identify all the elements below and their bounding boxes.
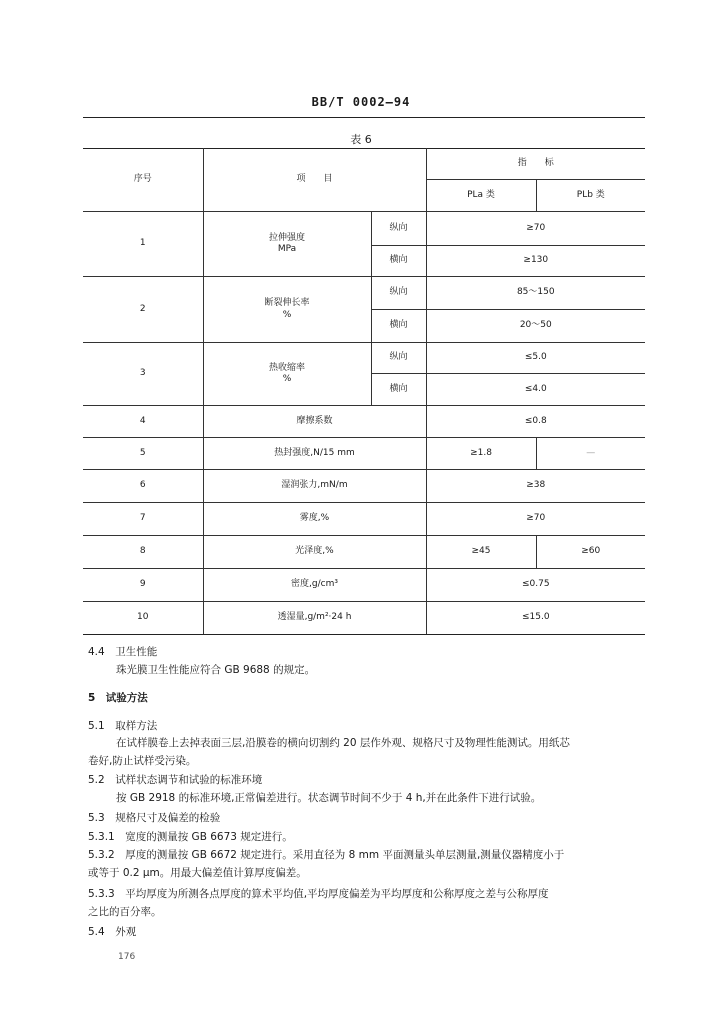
- table-row: [83, 503, 645, 536]
- page-number: 176: [118, 952, 136, 962]
- row-item: 透湿量,g/m²·24 h: [203, 602, 426, 635]
- item-unit: %: [282, 309, 292, 320]
- table-caption: 表 6: [350, 133, 372, 146]
- header-seq: 序号: [83, 149, 203, 212]
- section-4-4-text: 珠光膜卫生性能应符合 GB 9688 的规定。: [116, 664, 316, 676]
- section-5-3-1: 5.3.1 宽度的测量按 GB 6673 规定进行。: [88, 831, 293, 843]
- table-header-row: [83, 149, 645, 180]
- row-item: 摩擦系数: [203, 406, 426, 438]
- row-item: [203, 277, 371, 343]
- section-5-1-title: 5.1 取样方法: [88, 720, 158, 732]
- row-value-pla: ≥1.8: [426, 438, 536, 470]
- row-seq: 7: [83, 503, 203, 536]
- table-row: [83, 569, 645, 602]
- row-seq: 5: [83, 438, 203, 470]
- spec-table: [83, 148, 645, 635]
- row-item: [203, 212, 371, 277]
- row-value: ≤0.75: [426, 569, 645, 602]
- row-value: ≤15.0: [426, 602, 645, 635]
- section-5-3-2-line2: 或等于 0.2 μm。用最大偏差值计算厚度偏差。: [88, 867, 307, 879]
- row-value: 20～50: [426, 310, 645, 343]
- row-value-plb: —: [536, 438, 645, 470]
- section-5-3-2-body: [88, 846, 648, 882]
- item-name: 热收缩率: [268, 362, 305, 373]
- table-row: [83, 212, 645, 246]
- section-5-3-3-body: [88, 885, 648, 921]
- table-row: [83, 602, 645, 635]
- header-rule: [83, 117, 645, 118]
- row-seq: 10: [83, 602, 203, 635]
- header-pla: PLa 类: [426, 180, 536, 212]
- row-direction: 横向: [371, 246, 426, 277]
- table-row: [83, 406, 645, 438]
- section-5-1-line1: 在试样膜卷上去掉表面三层,沿膜卷的横向切割约 20 层作外观、规格尺寸及物理性能测试。用纸芯: [116, 737, 570, 749]
- section-5-2-text: 按 GB 2918 的标准环境,正常偏差进行。状态调节时间不少于 4 h,并在此条件下进行试验。: [116, 792, 542, 804]
- row-item: 密度,g/cm³: [203, 569, 426, 602]
- row-value: ≤0.8: [426, 406, 645, 438]
- header-item: 项 目: [203, 149, 426, 212]
- table-row: [83, 277, 645, 310]
- row-item: 光泽度,%: [203, 536, 426, 569]
- item-name: 断裂伸长率: [264, 298, 310, 309]
- section-5-3-3-line2: 之比的百分率。: [88, 906, 162, 918]
- row-seq: 4: [83, 406, 203, 438]
- header-plb: PLb 类: [536, 180, 645, 212]
- row-item: 雾度,%: [203, 503, 426, 536]
- row-direction: 纵向: [371, 212, 426, 246]
- header-indicator: 指 标: [426, 149, 645, 180]
- row-value: ≥38: [426, 470, 645, 503]
- row-direction: 纵向: [371, 343, 426, 374]
- row-item: 湿润张力,mN/m: [203, 470, 426, 503]
- section-5-1-line2: 卷好,防止试样受污染。: [88, 755, 197, 767]
- row-seq: 1: [83, 212, 203, 277]
- row-value-pla: ≥45: [426, 536, 536, 569]
- row-seq: 2: [83, 277, 203, 343]
- section-4-4-title: 4.4 卫生性能: [88, 646, 158, 658]
- row-value: ≥130: [426, 246, 645, 277]
- row-direction: 横向: [371, 310, 426, 343]
- section-5-1-body: [88, 734, 648, 770]
- row-value: ≥70: [426, 503, 645, 536]
- row-value-plb: ≥60: [536, 536, 645, 569]
- row-item: 热封强度,N/15 mm: [203, 438, 426, 470]
- row-direction: 纵向: [371, 277, 426, 310]
- row-item: [203, 343, 371, 406]
- row-direction: 横向: [371, 374, 426, 406]
- row-seq: 9: [83, 569, 203, 602]
- section-5-3-title: 5.3 规格尺寸及偏差的检验: [88, 812, 221, 824]
- row-value: 85～150: [426, 277, 645, 310]
- table-row: [83, 536, 645, 569]
- row-seq: 3: [83, 343, 203, 406]
- item-unit: %: [282, 374, 292, 384]
- item-unit: MPa: [277, 244, 297, 254]
- row-value: ≤4.0: [426, 374, 645, 406]
- row-seq: 8: [83, 536, 203, 569]
- table-row: [83, 343, 645, 374]
- row-value: ≤5.0: [426, 343, 645, 374]
- section-5-3-3-line1: 5.3.3 平均厚度为所测各点厚度的算术平均值,平均厚度偏差为平均厚度和公称厚度之差与公称厚度: [88, 888, 549, 900]
- item-name: 拉伸强度: [268, 232, 305, 243]
- section-5-3-2-line1: 5.3.2 厚度的测量按 GB 6672 规定进行。采用直径为 8 mm 平面测量头单层测量,测量仪器精度小于: [88, 849, 565, 861]
- section-5-title: 5 试验方法: [88, 692, 148, 704]
- row-seq: 6: [83, 470, 203, 503]
- row-value: ≥70: [426, 212, 645, 246]
- section-5-4-title: 5.4 外观: [88, 926, 137, 938]
- standard-code-header: BB/T 0002—94: [311, 95, 411, 109]
- table-row: [83, 438, 645, 470]
- table-row: [83, 470, 645, 503]
- section-5-2-title: 5.2 试样状态调节和试验的标准环境: [88, 774, 263, 786]
